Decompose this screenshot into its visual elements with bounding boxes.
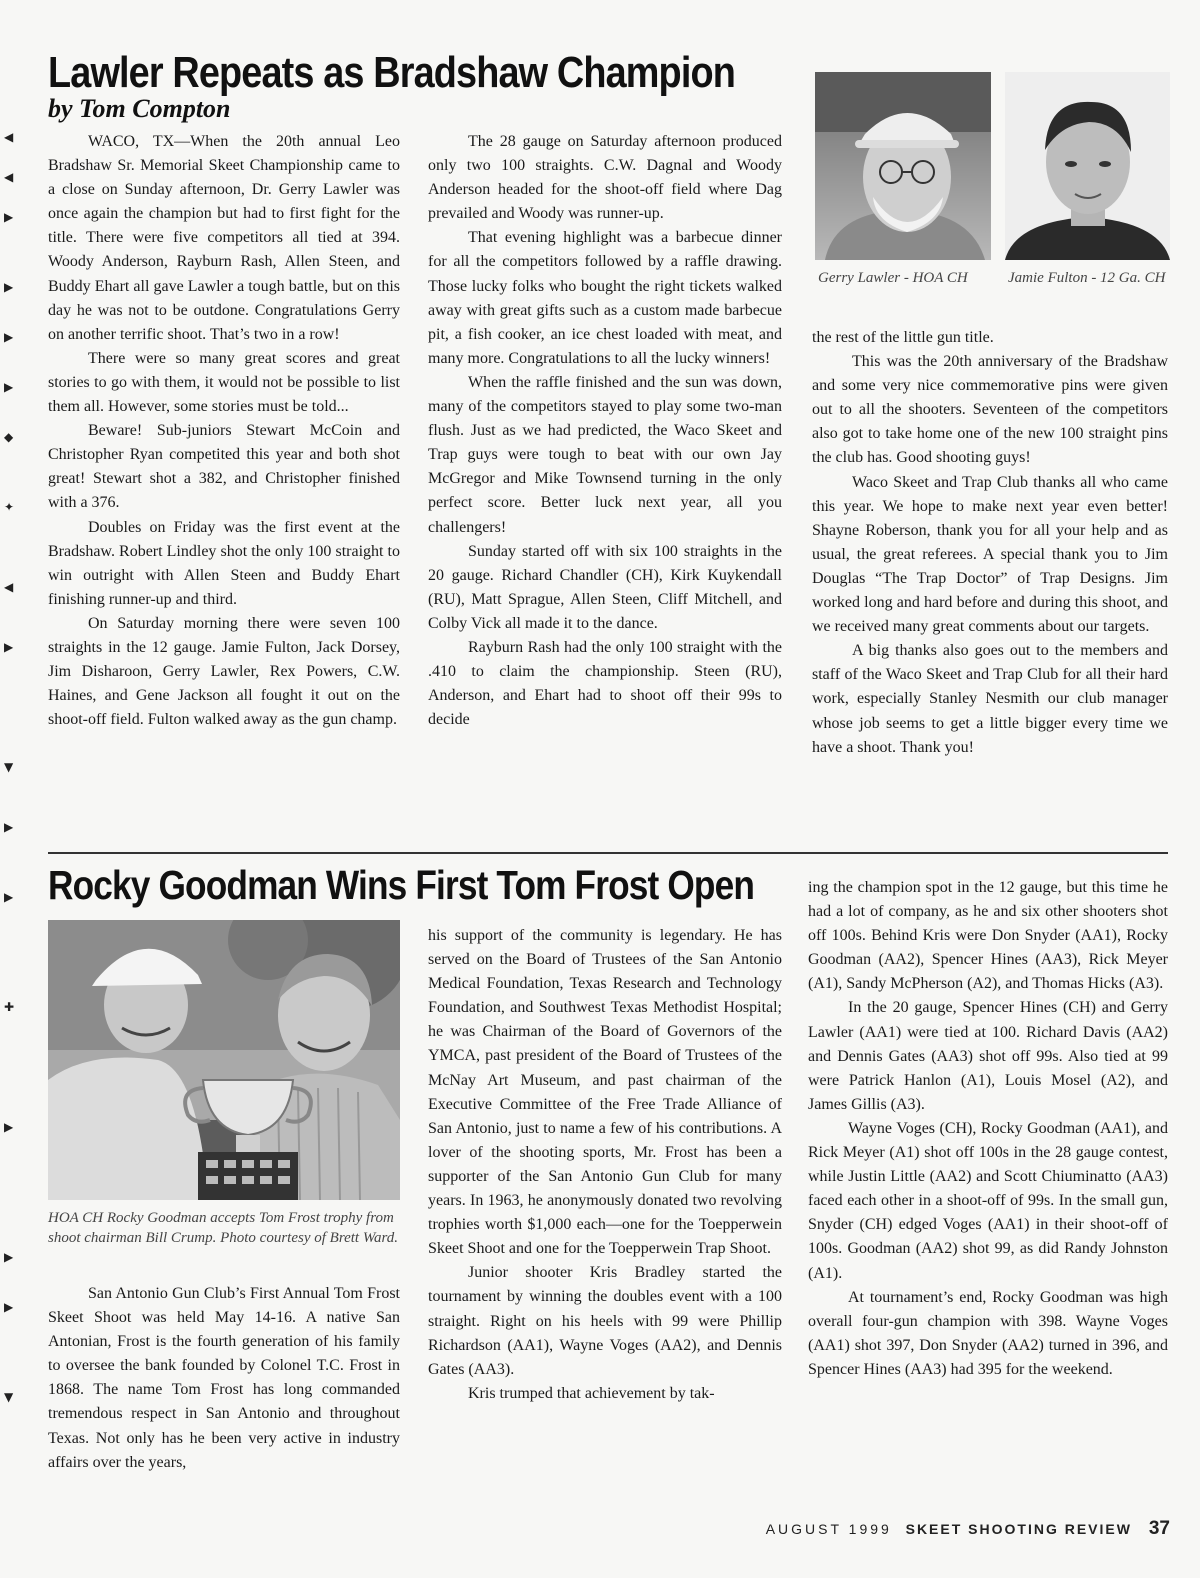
article1-paragraph: Doubles on Friday was the first event at the Bradshaw. Robert Lindley shot the only 100 straight to win outright with Allen Steen and Buddy Ehart finishing runner-up and third.: [48, 518, 400, 608]
section-divider: [48, 852, 1168, 854]
article2-column-1: [48, 1282, 400, 1475]
article2-paragraph: Junior shooter Kris Bradley started the tournament by winning the doubles event with a 100 straight. Right on his heels with 99 were Phillip Richardson (AA1), Wayne Voges (AA2), and Dennis Gates (AA3).: [428, 1264, 782, 1378]
page-footer: [766, 1518, 1170, 1540]
article1-column-2: [428, 130, 782, 732]
article1-paragraph: On Saturday morning there were seven 100 straights in the 12 gauge. Jamie Fulton, Jack Dorsey, Jim Disharoon, Gerry Lawler, Rex Powers, C.W. Haines, and Gene Jackson all fought it out on the shoot-off field. Fulton walked away as the gun champ.: [48, 614, 400, 729]
gerry-lawler-photo: [815, 72, 991, 260]
article1-paragraph: Sunday started off with six 100 straights in the 20 gauge. Richard Chandler (CH), Kirk Kuykendall (RU), Matt Sprague, Allen Steen, Cliff Mitchell, and Colby Vick all made it to the dance.: [428, 542, 782, 632]
article1-byline: by Tom Compton: [48, 94, 231, 123]
article1-paragraph: There were so many great scores and great stories to go with them, it would not be possible to list them all. However, some stories must be told...: [48, 349, 400, 416]
article2-paragraph: Kris trumped that achievement by tak-: [468, 1384, 715, 1402]
article2-paragraph: At tournament’s end, Rocky Goodman was high overall four-gun champion with 398. Wayne Voges (AA1) shot 397, Don Snyder (AA2) turned in 396, and Spencer Hines (AA3) had 395 for the weekend.: [808, 1288, 1168, 1378]
article1-column-1: [48, 130, 400, 732]
article1-paragraph: the rest of the little gun title.: [812, 329, 994, 346]
article1-paragraph: Rayburn Rash had the only 100 straight with the .410 to claim the championship. Steen (RU), Anderson, and Ehart had to shoot off their 99s to decide: [428, 638, 782, 729]
article1-paragraph: Beware! Sub-juniors Stewart McCoin and Christopher Ryan competited this year and both shot great! Stewart shot a 382, and Christopher finished with a 376.: [48, 422, 400, 512]
article2-paragraph: Wayne Voges (CH), Rocky Goodman (AA1), and Rick Meyer (A1) shot off 100s in the 28 gauge contest, while Justin Little (AA2) and Scott Chiuminatto (AA3) faced each other in a shoot-off of 99s. In the small gun, Snyder (CH) edged Voges (AA1) in their shoot-off of 100s. Goodman (AA2) shot 99, as did Randy Johnston (A1).: [808, 1119, 1168, 1282]
article2-paragraph: San Antonio Gun Club’s First Annual Tom Frost Skeet Shoot was held May 14-16. A native San Antonian, Frost is the fourth generation of his family to oversee the bank founded by Colonel T.C. Frost in 1868. The name Tom Frost has long commanded tremendous respect in San Antonio and throughout Texas. Not only has he been very active in industry affairs over the years,: [48, 1285, 400, 1471]
gerry-lawler-caption: Gerry Lawler - HOA CH: [818, 270, 968, 286]
article1-paragraph: Waco Skeet and Trap Club thanks all who came this year. We hope to make next year even better! Shayne Roberson, thank you for all your help and as usual, the great referees. A special thank you to Jim Douglas “The Trap Doctor” of Trap Designs. Jim worked long and hard before and during this shoot, and we received many great comments about our targets.: [812, 473, 1168, 636]
trophy-presentation-photo: [48, 920, 400, 1200]
article1-paragraph: WACO, TX—When the 20th annual Leo Bradshaw Sr. Memorial Skeet Championship came to a close on Sunday afternoon, Dr. Gerry Lawler was once again the champion but had to first fight for the title. There were five competitors all tied at 394. Woody Anderson, Rayburn Rash, Allen Steen, and Buddy Ehart all gave Lawler a tough battle, but on this day he was not to be outdone. Congratulations Gerry on another terrific shoot. That’s two in a row!: [48, 133, 400, 343]
article1-headline: Lawler Repeats as Bradshaw Champion: [48, 48, 735, 97]
article2-column-3: [808, 876, 1168, 1382]
margin-scan-marks: ◀ ◀ ▶ ▶ ▶ ▶ ◆ ✦ ◀ ▶ ▼ ▶ ▶ ✚ ▶ ▶ ▶ ▼: [4, 130, 15, 1404]
jamie-fulton-photo: [1005, 72, 1170, 260]
article2-paragraph: In the 20 gauge, Spencer Hines (CH) and Gerry Lawler (AA1) were tied at 100. Richard Davis (AA2) and Dennis Gates (AA3) shot off 99s. Also tied at 99 were Patrick Hanlon (A1), Louis Mosel (A2), and James Gillis (A3).: [808, 999, 1168, 1113]
article1-paragraph: That evening highlight was a barbecue dinner for all the competitors followed by a raffle drawing. Those lucky folks who bought the right tickets walked away with great gifts such as a custom made barbecue pit, a fish cooker, an ice chest loaded with meat, and many more. Congratulations to all the lucky winners!: [428, 229, 782, 367]
article2-column-2: [428, 924, 782, 1406]
article2-paragraph: his support of the community is legendary. He has served on the Board of Trustees of the San Antonio Medical Foundation, Texas Research and Technology Foundation, and Southwest Texas Methodist Hospital; he was Chairman of the Board of Governors of the YMCA, past president of the Board of Trustees of the McNay Art Museum, and past chairman of the Executive Committee of the Free Trade Alliance of San Antonio, just to name a few of his contributions. A lover of the shooting sports, Mr. Frost has been a supporter of the San Antonio Gun Club for many years. In 1963, he anonymously donated two revolving trophies worth $1,000 each—one for the Toepperwein Skeet Shoot and one for the Toepperwein Trap Shoot.: [428, 927, 782, 1258]
trophy-photo-caption: HOA CH Rocky Goodman accepts Tom Frost trophy from shoot chairman Bill Crump. Photo courtesy of Brett Ward.: [48, 1210, 398, 1246]
article2-paragraph: ing the champion spot in the 12 gauge, but this time he had a lot of company, as he and six other shooters shot off 100s. Behind Kris were Don Snyder (AA1), Rocky Goodman (AA2), Spencer Hines (AA3), Rick Meyer (A1), Sandy McPherson (A2), and Thomas Hicks (A3).: [808, 879, 1168, 993]
article1-paragraph: When the raffle finished and the sun was down, many of the competitors stayed to play some two-man flush. Just as we had predicted, the Waco Skeet and Trap guys were tough to beat with our own Jay McGregor and Mike Townsend turning in the only perfect score. Better luck next year, all you challengers!: [428, 373, 782, 536]
jamie-fulton-caption: Jamie Fulton - 12 Ga. CH: [1008, 270, 1166, 286]
article2-headline: Rocky Goodman Wins First Tom Frost Open: [48, 862, 755, 908]
article1-paragraph: This was the 20th anniversary of the Bradshaw and some very nice commemorative pins were given out to all the shooters. Seventeen of the competitors also got to take home one of the new 100 straight pins the club has. Good shooting guys!: [812, 353, 1168, 467]
footer-date: AUGUST 1999: [765, 1521, 892, 1537]
article1-paragraph: A big thanks also goes out to the members and staff of the Waco Skeet and Trap Club for all their hard work, especially Stanley Nesmith our club manager whose job seems to get a little bigger every time we have a shoot. Thank you!: [812, 642, 1168, 756]
article1-column-3: [812, 326, 1168, 760]
footer-publication: SKEET SHOOTING REVIEW: [905, 1521, 1132, 1537]
article1-paragraph: The 28 gauge on Saturday afternoon produced only two 100 straights. C.W. Dagnal and Woody Anderson headed for the shoot-off field where Dag prevailed and Woody was runner-up.: [428, 133, 782, 223]
page-number: 37: [1148, 1518, 1170, 1539]
